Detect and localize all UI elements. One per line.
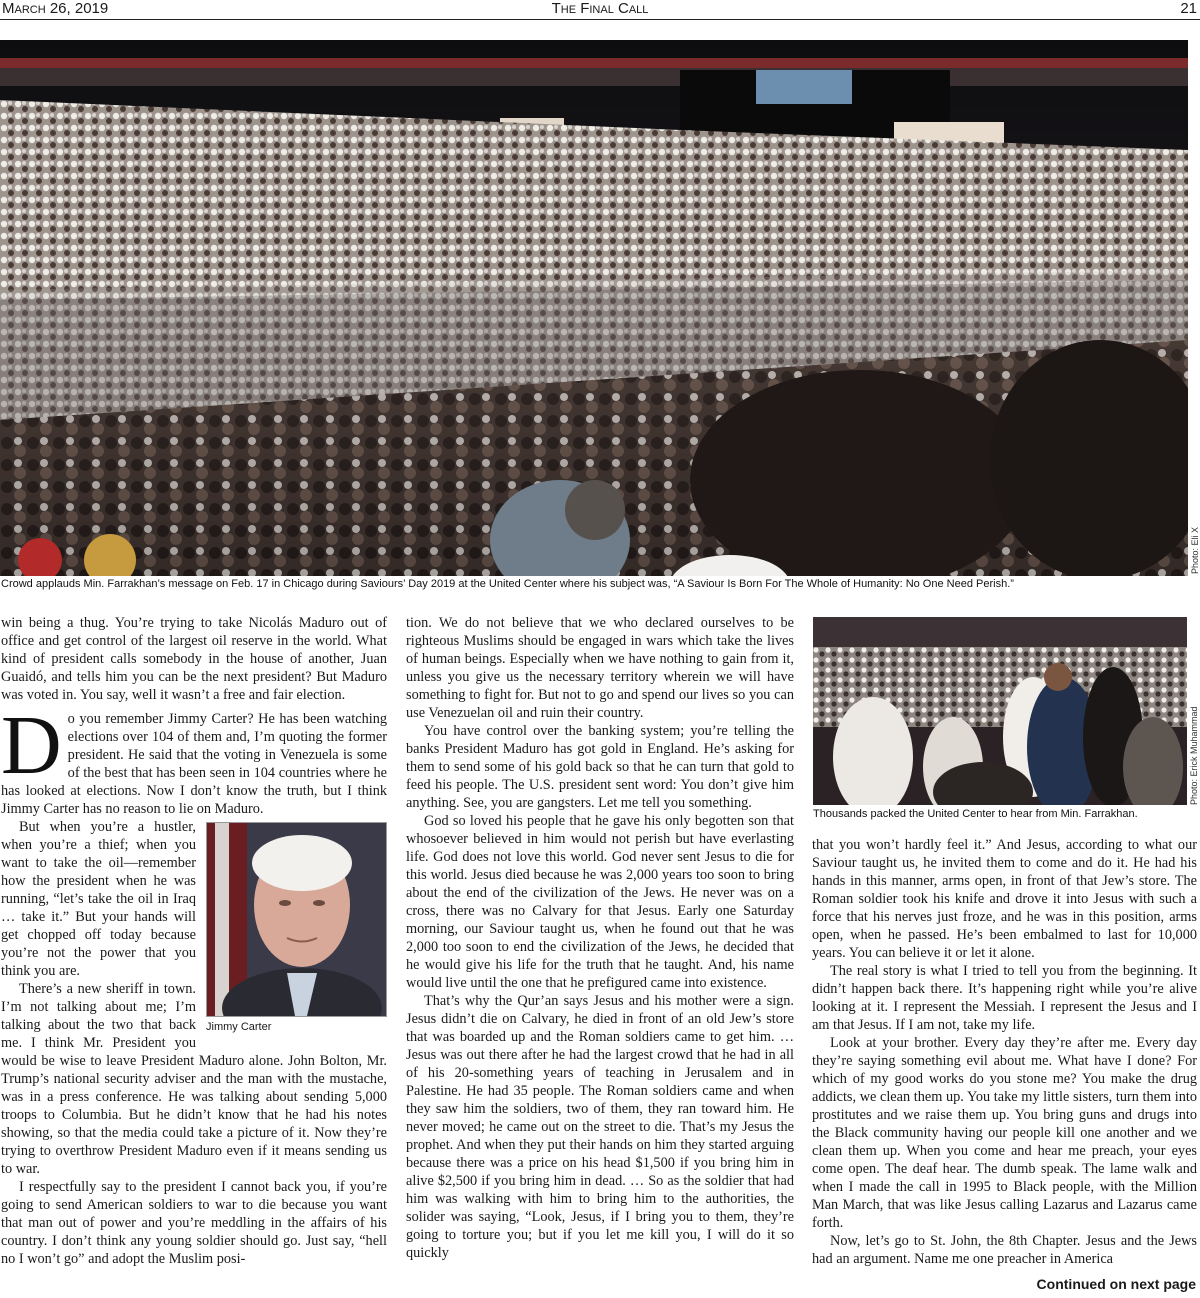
paragraph: Look at your brother. Every day they’re after me. Every day they’re saying something evil about me. What have I done? For which of my good works do you stone me? You make the drug addicts, we clean them up. You take my little sisters, turn them into prostitutes and we raise them up. You bring guns and drugs into the Black community having our people kill one another and we clean them up. When you come and hear me preach, your eyes come open. The deaf hear. The dumb speak. The lame walk and when I made the call in 1995 to Black people, with the Million Man March, that was like Jesus calling Lazarus and Lazarus came forth. [812, 1035, 1197, 1231]
paragraph: tion. We do not believe that we who declared ourselves to be righteous Muslims should be engaged in wars which take the lives of human beings. Especially when we have nothing to gain from it, unless you give us the necessary territory wherein we will have something to fight for. But not to go and spend our lives so you can use Venezuelan oil and ruin their country. [406, 615, 794, 721]
drop-cap: D [1, 699, 62, 792]
inset-caption: Jimmy Carter [206, 1021, 272, 1033]
side-photo-caption: Thousands packed the United Center to hear from Min. Farrakhan. [813, 808, 1138, 820]
paragraph: that you won’t hardly feel it.” And Jesus, according to what our Saviour taught us, he invited them to come and do it. He had his hands in this manner, arms open, in front of that Jew’s store. The Roman soldier took his knife and drove it into Jesus with such a force that his nerves just froze, and he was in this position, arms open, when he passed. He’s been embalmed to last for 10,000 years. You can believe it or let it alone. [812, 837, 1197, 961]
crowd-image [0, 40, 1188, 576]
newspaper-name: The Final Call [551, 0, 649, 17]
main-photo-caption: Crowd applauds Min. Farrakhan’s message on Feb. 17 in Chicago during Saviours’ Day 2019 at the United Center where his subject was, “A Saviour Is Born For The Whole of Humanity: No One Need Perish.” [1, 578, 1014, 590]
paragraph: But when you’re a hustler, when you’re a thief; when you want to take the oil—remember how the president when he was running, “let’s take the oil in Iraq … take it.” But your hands will get chopped off today because you’re not the power that you think you are. [1, 819, 196, 979]
paragraph: There’s a new sheriff in town. I’m not talking about me; I’m talking about the two that back me. I think Mr. President you would be wise to leave President Maduro alone. John Bolton, Mr. Trump’s national security adviser and the man with the mustache, was in a press conference. He was talking about sending 5,000 troops to Columbia. But he didn’t know that he had his notes showing, so that the media could take a picture of it. Now they’re trying to overthrow President Maduro even if it means sending us to war. [1, 981, 387, 1177]
main-photo-crowd [0, 40, 1188, 576]
paragraph: Now, let’s go to St. John, the 8th Chapter. Jesus and the Jews had an argument. Name me one preacher in America [812, 1233, 1197, 1267]
main-photo-credit: Photo: Eli X [1190, 526, 1200, 574]
article-column-1 [1, 614, 387, 1268]
inset-photo [206, 822, 387, 1034]
applauding-crowd-image [813, 617, 1187, 805]
paragraph: You have control over the banking system; you’re telling the banks President Maduro has got gold in England. He’s asking for them to send some of his gold back so that he can turn that gold to feed his people. The U.S. president sent word: You don’t give him anything. See, you are gangsters. Let me tell you something. [406, 723, 794, 811]
page-number: 21 [1180, 0, 1197, 17]
paragraph: The real story is what I tried to tell you from the beginning. It didn’t happen back there. It’s happening right while you’re alive looking at it. I represent the Messiah. I represent the Jesus and I am that Jesus. If I am not, take my life. [812, 963, 1197, 1033]
paragraph: win being a thug. You’re trying to take Nicolás Maduro out of office and get control of the largest oil reserve in the world. What kind of president calls somebody in the house of another, Juan Guaidó, and tells him you can be the next president? But Maduro was voted in. You say, well it wasn’t a free and fair election. [1, 615, 387, 703]
page-header [0, 0, 1200, 20]
article-column-2 [406, 614, 794, 1262]
paragraph: God so loved his people that he gave his only begotten son that whosoever believed in him would not perish but have everlasting life. God does not love this world. God never sent Jesus to die for this world. Jesus died because he was 2,000 years too soon to bring about the end of the civilization of the Jews. He never was on a cross, there was no Calvary for that Jesus. Early one Saturday morning, our Saviour taught us, when he found out that he was 2,000 too soon to end the civilization of the Jews, he decided that he would give his life for the truth that he taught. And, his name would live until the one that he prefigured came into existence. [406, 813, 794, 991]
side-photo-credit: Photo: Erick Muhammad [1189, 706, 1199, 805]
paragraph: o you remember Jimmy Carter? He has been watching elections over 104 of them and, I’m quoting the former president. He said that the voting in Venezuela is some of the best that has been seen in 104 countries where he has looked at elections. Now I don’t know the truth, but I think Jimmy Carter has no reason to lie on Maduro. [1, 711, 387, 817]
portrait-image [206, 822, 387, 1017]
paragraph: I respectfully say to the president I cannot back you, if you’re going to send American soldiers to war to die because you want that man out of power and you’re meddling in the affairs of his country. I don’t think any young soldier should go. Just say, “hell no I won’t go” and adopt the Muslim posi- [1, 1179, 387, 1267]
paragraph: That’s why the Qur’an says Jesus and his mother were a sign. Jesus didn’t die on Calvary, he died in front of an old Jew’s store that was boarded up and the Roman soldiers came to get him. … Jesus was out there after he had the largest crowd that he had in all of his 20-something years of teaching in Jerusalem and in Palestine. He had 35 people. The Roman soldiers came and when they saw him the soldiers, two of them, they ran toward him. He never moved; he came out on the street to die. That’s my Jesus the prophet. And when they put their hands on him they started arguing because there was a price on his head $1,500 if you bring him in alive $2,500 if you bring him in dead. … So as the soldier that had him was walking with him to bring him to the authorities, the solider was saying, “Look, Jesus, if I bring you to them, they’re going to torture you; but if you let me kill you, I will do it so quickly [406, 993, 794, 1261]
continued-notice: Continued on next page [1036, 1276, 1196, 1292]
issue-date: March 26, 2019 [2, 0, 109, 17]
side-photo-crowd [813, 617, 1187, 805]
article-column-3 [812, 836, 1197, 1268]
